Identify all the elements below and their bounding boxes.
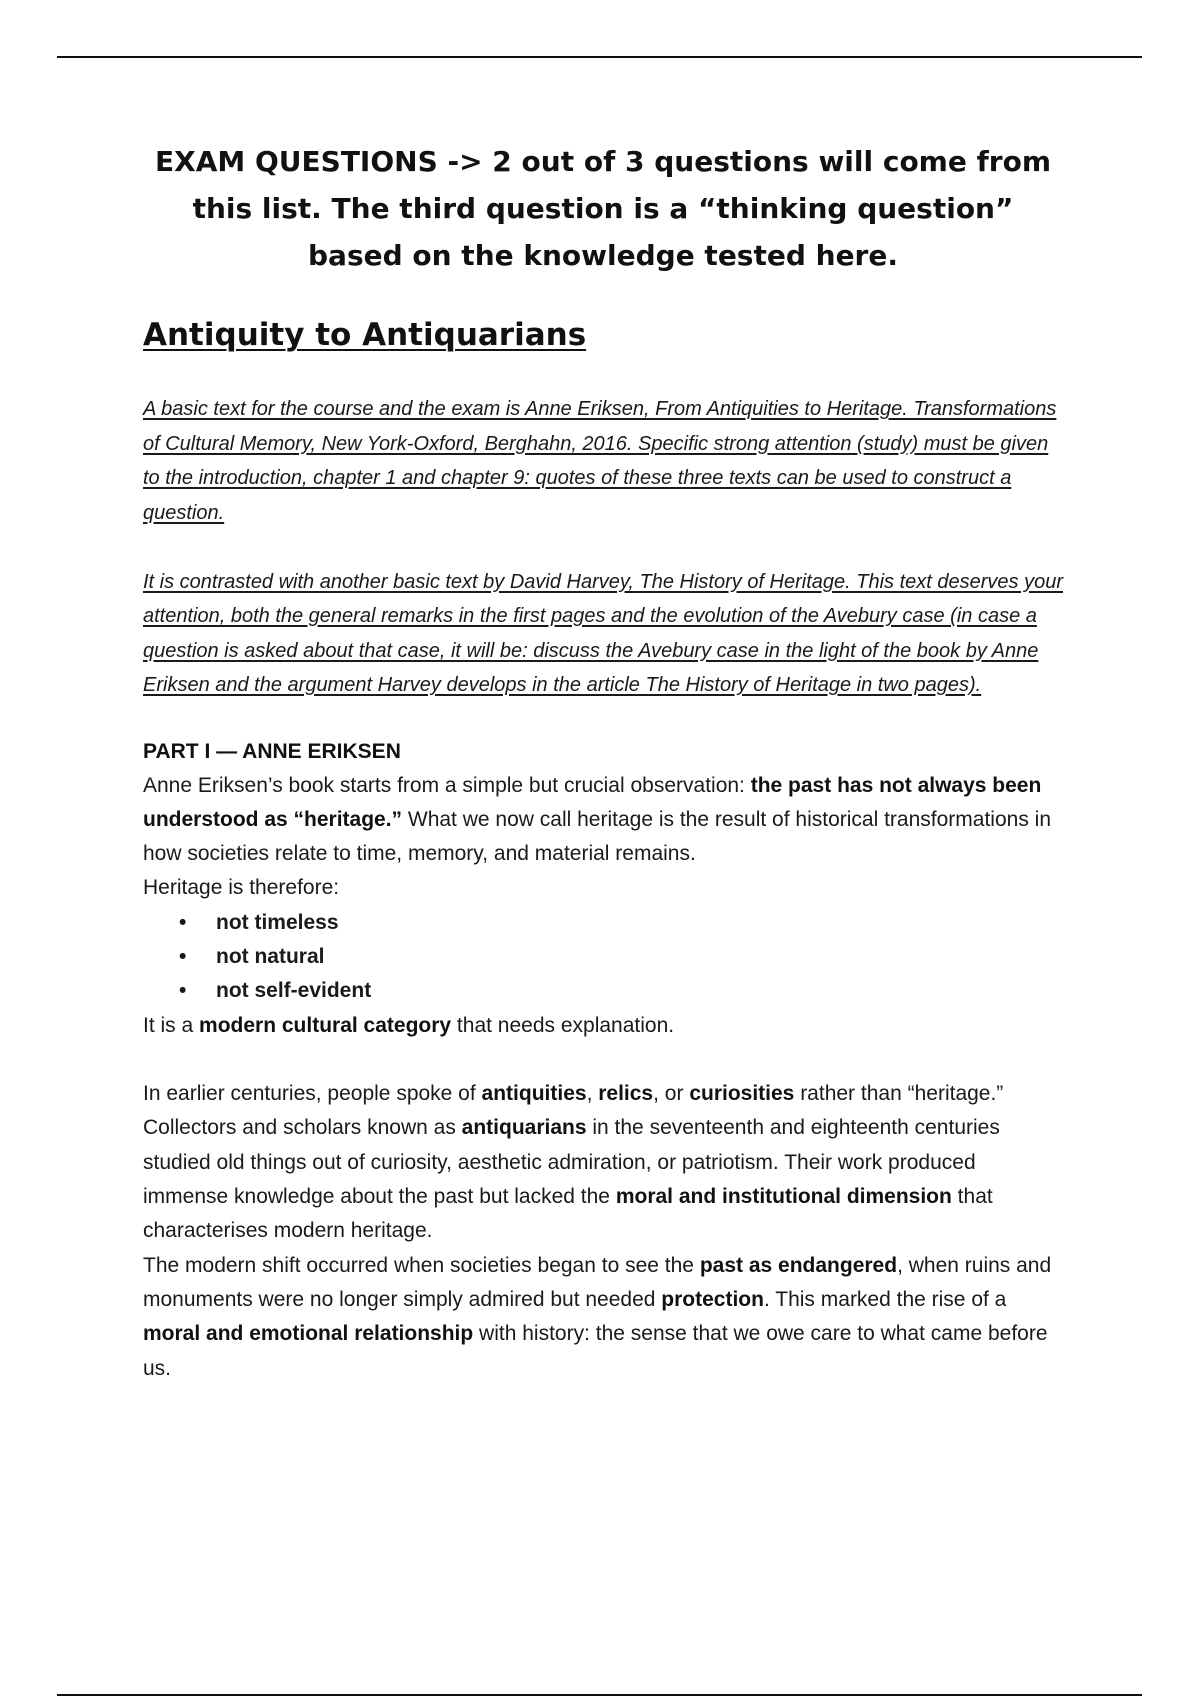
document-body [143,138,1063,1386]
heritage-bullet-list [143,906,1063,1009]
exam-questions-heading: EXAM QUESTIONS -> 2 out of 3 questions will come from this list. The third question is a “thinking question” based on the knowledge tested here. [154,145,1051,272]
bullet-icon: • [179,944,187,968]
list-item: • not self-evident [143,974,1063,1008]
bullet-icon: • [179,910,187,934]
reading-note-eriksen: A basic text for the course and the exam is Anne Eriksen, From Antiquities to Heritage. Transformations of Cultural Memory, New York-Oxford, Berghahn, 2016. Specific strong attention (study) must be given to the introduction, chapter 1 and chapter 9: quotes of these three texts can be used to construct a question. [143,398,1057,524]
top-rule [57,56,1142,58]
heritage-therefore-line: Heritage is therefore: [143,876,340,900]
section-title: Antiquity to Antiquarians [143,317,587,353]
category-sentence: It is a modern cultural category that needs explanation. [143,1013,675,1037]
list-item: • not timeless [143,906,1063,940]
body-text [143,769,1063,1386]
bullet-icon: • [179,979,187,1003]
bottom-rule [57,1694,1142,1696]
paragraph-gap [143,1043,1063,1077]
paragraph-antiquarians: In earlier centuries, people spoke of antiquities, relics, or curiosities rather than “heritage.” Collectors and scholars known as antiquarians in the seventeenth and eighteenth centuries studied old things out of curiosity, aesthetic admiration, or patriotism. Their work produced immense knowledge about the past but lacked the moral and institutional dimension that characterises modern heritage. [143,1082,1004,1243]
paragraph-modern-shift: The modern shift occurred when societies began to see the past as endangered, when ruins and monuments were no longer simply admired but needed protection. This marked the rise of a moral and emotional relationship with history: the sense that we owe care to what came before us. [143,1253,1052,1380]
paragraph-intro: Anne Eriksen’s book starts from a simple but crucial observation: the past has not always been understood as “heritage.” What we now call heritage is the result of historical transformations in how societies relate to time, memory, and material remains. [143,773,1051,866]
reading-note-harvey: It is contrasted with another basic text by David Harvey, The History of Heritage. This text deserves your attention, both the general remarks in the first pages and the evolution of the Avebury case (in case a question is asked about that case, it will be: discuss the Avebury case in the light of the book by Anne Eriksen and the argument Harvey develops in the article The History of Heritage in two pages). [143,570,1064,696]
part-heading: PART I — ANNE ERIKSEN [143,739,401,763]
list-item: • not natural [143,940,1063,974]
